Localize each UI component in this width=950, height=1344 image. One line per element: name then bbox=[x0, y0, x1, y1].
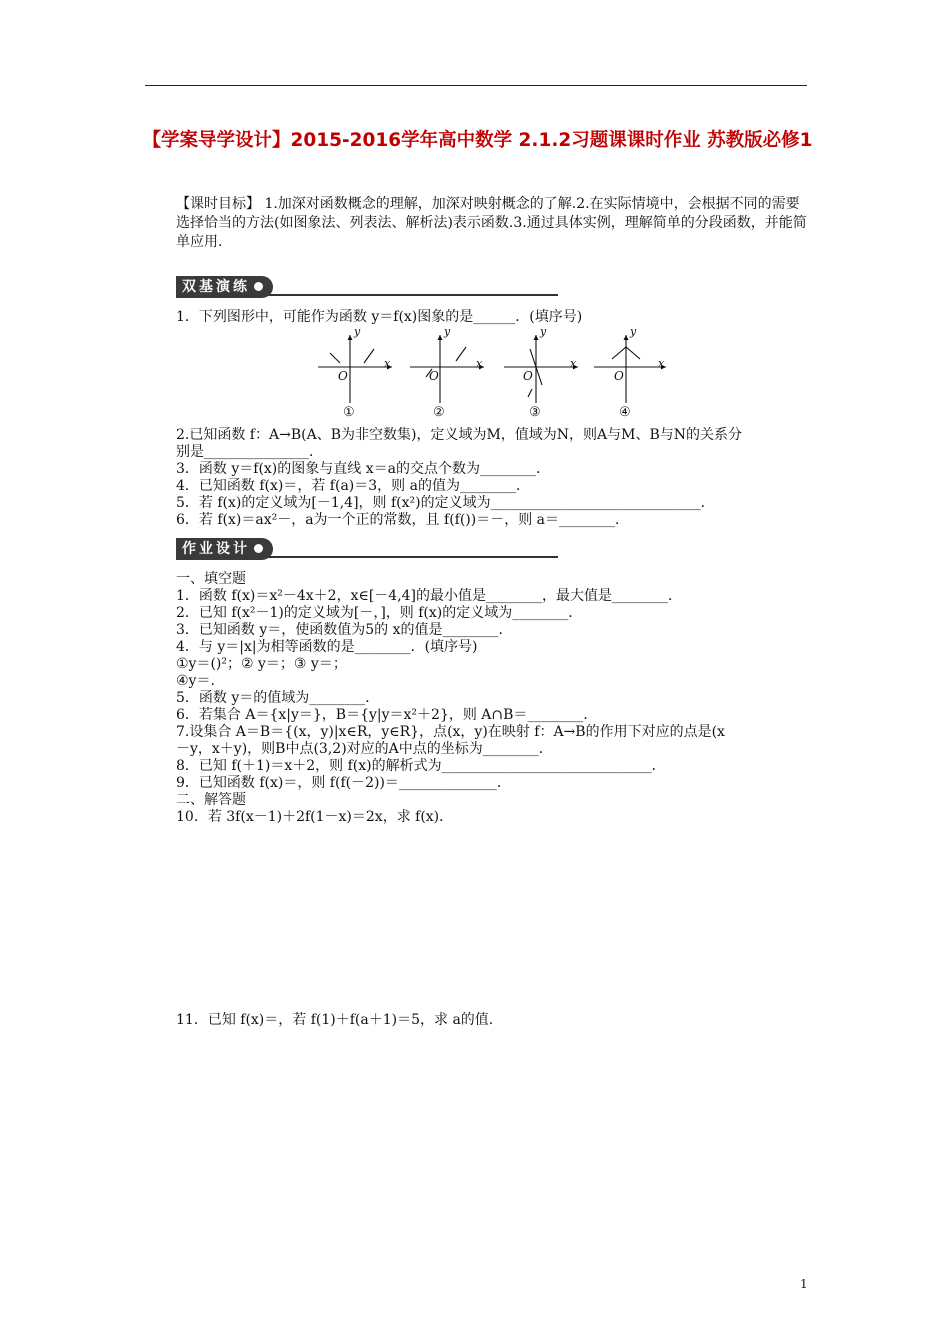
question-6: 6．若 f(x)＝ax²－，a为一个正的常数，且 f(f())＝－，则 a＝________． bbox=[176, 512, 630, 528]
section-tag: 双基演练 bbox=[176, 276, 273, 298]
hw-question-6: 6．若集合 A＝{x|y＝}，B＝{y|y＝x²＋2}，则 A∩B＝________． bbox=[176, 707, 598, 723]
graph1-x-label: x bbox=[384, 357, 391, 370]
graph2-number: ② bbox=[433, 405, 445, 420]
hw-question-4: 4．与 y＝|x|为相等函数的是________．(填序号) bbox=[176, 639, 478, 655]
graph3-origin-label: O bbox=[523, 369, 533, 383]
section-header-basics bbox=[176, 276, 558, 298]
question-2: 2.已知函数 f：A→B(A、B为非空数集)，定义域为M，值域为N，则A与M、B与N的关系分 bbox=[176, 427, 743, 443]
section-tag: 作业设计 bbox=[176, 538, 273, 560]
graph3-x-label: x bbox=[570, 357, 577, 370]
hw-question-8: 8．已知 f(＋1)＝x＋2，则 f(x)的解析式为______________________________． bbox=[176, 758, 666, 774]
graph-options bbox=[310, 325, 670, 425]
section-header-homework bbox=[176, 538, 558, 560]
top-rule bbox=[145, 85, 807, 86]
hw-question-9: 9．已知函数 f(x)＝，则 f(f(－2))＝______________． bbox=[176, 775, 511, 791]
graph3-y-label: y bbox=[540, 325, 547, 338]
question-2-cont: 别是_______________． bbox=[176, 444, 323, 460]
graph1-y-label: y bbox=[354, 325, 361, 338]
hw-question-5: 5．函数 y＝的值域为________． bbox=[176, 690, 380, 706]
page-title: 【学案导学设计】2015-2016学年高中数学 2.1.2习题课课时作业 苏教版必修1 bbox=[142, 130, 813, 151]
question-4: 4．已知函数 f(x)＝，若 f(a)＝3，则 a的值为________． bbox=[176, 478, 530, 494]
graph4-number: ④ bbox=[619, 405, 631, 420]
hw-question-11: 11．已知 f(x)＝，若 f(1)＋f(a＋1)＝5，求 a的值. bbox=[176, 1012, 494, 1028]
hw-question-4-option4: ④y＝. bbox=[176, 673, 215, 689]
question-1: 1．下列图形中，可能作为函数 y＝f(x)图象的是______．(填序号) bbox=[176, 309, 583, 325]
bullet-icon bbox=[254, 544, 263, 553]
lesson-objectives: 【课时目标】 1.加深对函数概念的理解，加深对映射概念的了解.2.在实际情境中，会根据不同的需要选择恰当的方法(如图象法、列表法、解析法)表示函数.3.通过具体实例，理解简单的分段函数，并能简单应用. bbox=[176, 196, 807, 250]
graph1-number: ① bbox=[343, 405, 355, 420]
graph2-x-label: x bbox=[476, 357, 483, 370]
question-5: 5．若 f(x)的定义域为[－1,4]，则 f(x²)的定义域为______________________________． bbox=[176, 495, 715, 511]
page-number: 1 bbox=[800, 1277, 808, 1291]
graph2-origin-label: O bbox=[429, 369, 439, 383]
graph3-number: ③ bbox=[529, 405, 541, 420]
graph4-origin-label: O bbox=[614, 369, 624, 383]
hw-question-2: 2．已知 f(x²－1)的定义域为[－，]，则 f(x)的定义域为________． bbox=[176, 605, 583, 621]
graph4-x-label: x bbox=[658, 357, 665, 370]
graph1-origin-label: O bbox=[338, 369, 348, 383]
hw-question-1: 1．函数 f(x)＝x²－4x＋2，x∈[－4,4]的最小值是________，最大值是________． bbox=[176, 588, 683, 604]
part-solve: 二、解答题 bbox=[176, 792, 246, 808]
part-fill-blank: 一、填空题 bbox=[176, 571, 246, 587]
graph4-y-label: y bbox=[630, 325, 637, 338]
hw-question-7: 7.设集合 A＝B＝{(x，y)|x∈R，y∈R}，点(x，y)在映射 f：A→B的作用下对应的点是(x bbox=[176, 724, 725, 740]
hw-question-7-cont: －y，x＋y)，则B中点(3,2)对应的A中点的坐标为________． bbox=[176, 741, 553, 757]
question-3: 3．函数 y＝f(x)的图象与直线 x＝a的交点个数为________． bbox=[176, 461, 550, 477]
hw-question-10: 10．若 3f(x－1)＋2f(1－x)＝2x，求 f(x)． bbox=[176, 809, 454, 825]
hw-question-4-options: ①y＝()²；② y＝；③ y＝； bbox=[176, 656, 347, 672]
graph2-y-label: y bbox=[444, 325, 451, 338]
bullet-icon bbox=[254, 282, 263, 291]
hw-question-3: 3．已知函数 y＝，使函数值为5的 x的值是________． bbox=[176, 622, 513, 638]
